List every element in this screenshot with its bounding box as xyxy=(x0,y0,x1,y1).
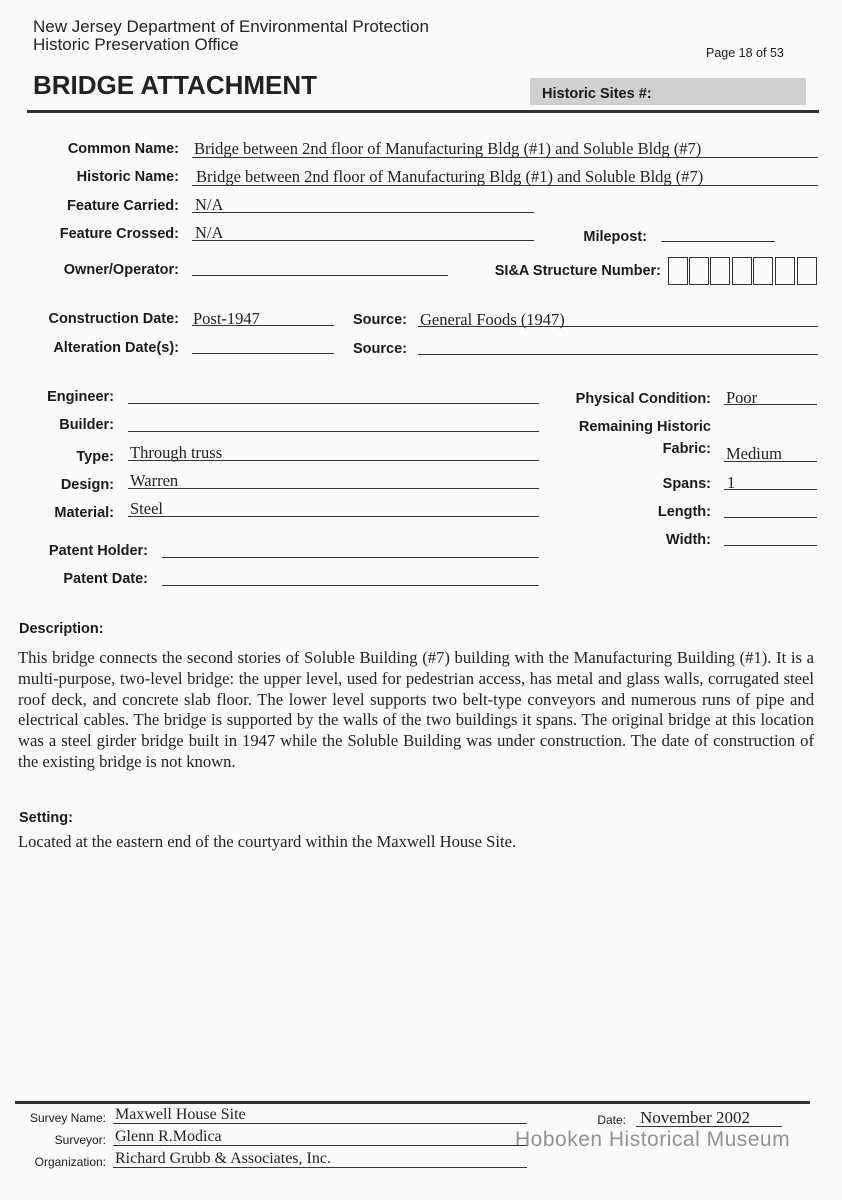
surveyor-value: Glenn R.Modica xyxy=(115,1128,222,1145)
construction-date-label: Construction Date: xyxy=(48,311,179,327)
sia-structure-number-boxes xyxy=(668,257,818,285)
construction-date-value: Post-1947 xyxy=(193,309,260,328)
feature-carried-label: Feature Carried: xyxy=(66,198,179,214)
common-name-value: Bridge between 2nd floor of Manufacturing Bldg (#1) and Soluble Bldg (#7) xyxy=(194,139,702,158)
design-label: Design: xyxy=(60,477,114,493)
type-value: Through truss xyxy=(130,443,223,462)
patent-date-line xyxy=(162,585,539,586)
setting-label: Setting: xyxy=(19,810,73,826)
sia-digit-box xyxy=(668,257,688,285)
description-label: Description: xyxy=(19,621,104,637)
physical-condition-line xyxy=(724,404,817,405)
material-line xyxy=(128,516,539,517)
date-label: Date: xyxy=(597,1113,626,1127)
organization-value: Richard Grubb & Associates, Inc. xyxy=(115,1150,331,1167)
width-line xyxy=(724,545,817,546)
builder-label: Builder: xyxy=(59,417,114,433)
sia-digit-box xyxy=(732,257,752,285)
spans-line xyxy=(724,489,817,490)
historic-name-line xyxy=(192,185,818,186)
historic-name-value: Bridge between 2nd floor of Manufacturing Bldg (#1) and Soluble Bldg (#7) xyxy=(196,167,704,186)
length-label: Length: xyxy=(657,504,711,520)
remaining-fabric-value: Medium xyxy=(726,444,782,463)
milepost-label: Milepost: xyxy=(583,229,647,245)
sia-digit-box xyxy=(775,257,795,285)
feature-carried-value: N/A xyxy=(195,195,224,214)
type-label: Type: xyxy=(76,449,114,465)
museum-watermark: Hoboken Historical Museum xyxy=(515,1128,791,1151)
setting-text: Located at the eastern end of the courtyard within the Maxwell House Site. xyxy=(18,832,517,851)
date-line xyxy=(636,1126,782,1127)
page-title: BRIDGE ATTACHMENT xyxy=(33,70,318,100)
common-name-line xyxy=(192,157,818,158)
construction-date-line xyxy=(192,325,334,326)
surveyor-line xyxy=(113,1145,527,1146)
spans-value: 1 xyxy=(727,473,736,492)
design-value: Warren xyxy=(130,471,179,490)
spans-label: Spans: xyxy=(662,476,711,492)
feature-carried-line xyxy=(192,212,534,213)
type-line xyxy=(128,460,539,461)
engineer-label: Engineer: xyxy=(47,389,114,405)
page-number: Page 18 of 53 xyxy=(706,46,784,60)
historic-sites-field xyxy=(530,78,806,105)
surveyor-label: Surveyor: xyxy=(54,1133,106,1147)
construction-source-line xyxy=(418,326,818,327)
survey-name-line xyxy=(113,1123,527,1124)
sia-digit-box xyxy=(797,257,817,285)
length-line xyxy=(724,517,817,518)
feature-crossed-label: Feature Crossed: xyxy=(59,226,179,242)
patent-holder-label: Patent Holder: xyxy=(48,543,148,559)
owner-operator-line xyxy=(192,275,448,276)
date-value: November 2002 xyxy=(640,1108,751,1127)
common-name-label: Common Name: xyxy=(67,141,179,157)
construction-source-label: Source: xyxy=(353,312,407,328)
remaining-fabric-line xyxy=(724,461,817,462)
description-text: This bridge connects the second stories of Soluble Building (#7) building with the Manufacturing Building (#1). It is a multi-purpose, two-level bridge: the upper level, used for pedestrian access, has metal and glass walls, corrugated steel roof deck, and concrete slab floor. The lower level supports two belt-type conveyors and numerous runs of pipe and electrical cables. The bridge is supported by the walls of the two buildings it spans. The original bridge at this location was a steel girder bridge built in 1947 while the Soluble Building was under construction. The date of construction of the existing bridge is not known. xyxy=(18,648,814,771)
builder-line xyxy=(128,431,539,432)
sia-structure-number-label: SI&A Structure Number: xyxy=(494,263,661,279)
sia-digit-box xyxy=(689,257,709,285)
agency-name: New Jersey Department of Environmental Protection xyxy=(33,17,429,36)
alteration-dates-label: Alteration Date(s): xyxy=(53,340,179,356)
width-label: Width: xyxy=(666,532,711,548)
remaining-fabric-label-line1: Remaining Historic xyxy=(578,419,711,435)
physical-condition-label: Physical Condition: xyxy=(575,391,711,407)
physical-condition-value: Poor xyxy=(726,388,758,407)
feature-crossed-line xyxy=(192,240,534,241)
milepost-line xyxy=(661,241,775,242)
sia-digit-box xyxy=(753,257,773,285)
historic-sites-label: Historic Sites #: xyxy=(542,86,652,102)
footer-rule xyxy=(15,1101,810,1104)
remaining-fabric-label-line2: Fabric: xyxy=(662,441,711,457)
engineer-line xyxy=(128,403,539,404)
material-label: Material: xyxy=(54,505,114,521)
alteration-dates-line xyxy=(192,353,334,354)
alteration-source-line xyxy=(418,354,818,355)
alteration-source-label: Source: xyxy=(353,341,407,357)
design-line xyxy=(128,488,539,489)
patent-date-label: Patent Date: xyxy=(63,571,148,587)
construction-source-value: General Foods (1947) xyxy=(420,310,565,329)
owner-operator-label: Owner/Operator: xyxy=(63,262,179,278)
material-value: Steel xyxy=(130,499,163,518)
organization-line xyxy=(113,1167,527,1168)
organization-label: Organization: xyxy=(34,1155,106,1169)
patent-holder-line xyxy=(162,557,539,558)
historic-name-label: Historic Name: xyxy=(76,169,179,185)
header-rule xyxy=(27,110,819,113)
survey-name-label: Survey Name: xyxy=(29,1111,106,1125)
feature-crossed-value: N/A xyxy=(195,223,224,242)
sia-digit-box xyxy=(710,257,730,285)
survey-name-value: Maxwell House Site xyxy=(115,1106,246,1123)
office-name: Historic Preservation Office xyxy=(33,35,239,54)
